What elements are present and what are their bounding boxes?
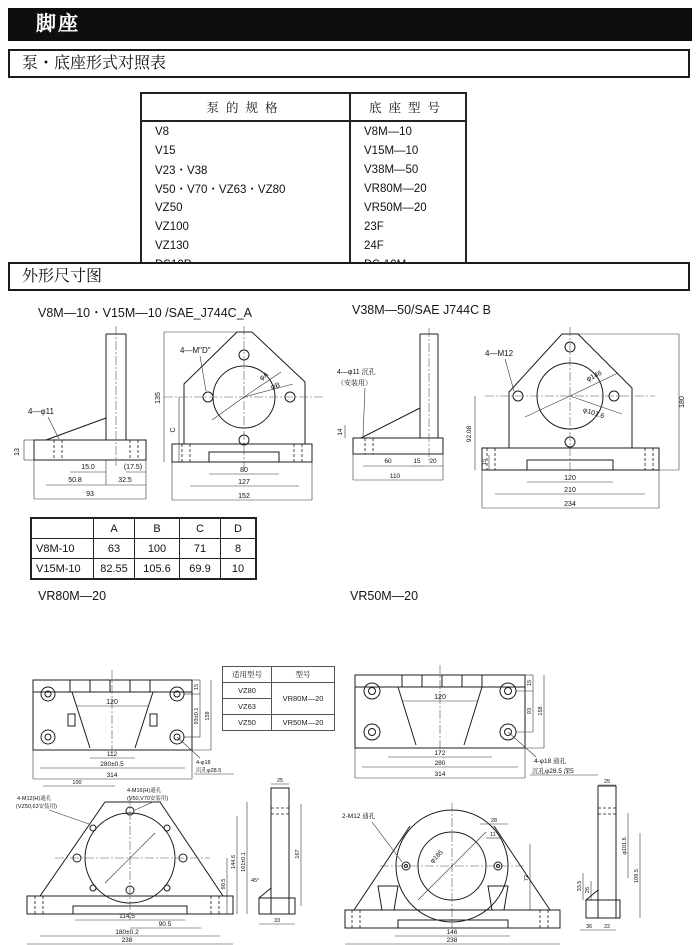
hole-callout: 4—φ11 bbox=[28, 407, 54, 416]
drawing-label-v8m: V8M—10・V15M—10 /SAE_J744C_A bbox=[38, 306, 252, 320]
pump-cell: VZ63 bbox=[223, 699, 272, 715]
pump-base-table bbox=[140, 92, 467, 276]
dim-label: 93 bbox=[86, 491, 94, 498]
hole-callout: 2-M12 通孔 bbox=[342, 813, 376, 820]
dim-label: 14 bbox=[337, 428, 344, 436]
dim-label: 180±0.2 bbox=[115, 929, 139, 936]
pump-cell: VZ130 bbox=[141, 236, 350, 255]
dim-label: 33 bbox=[273, 918, 281, 924]
col-applicable-model: 适用型号 bbox=[223, 667, 272, 683]
dim-label: 120 bbox=[434, 694, 446, 701]
dim-label: 90.5 bbox=[158, 921, 172, 928]
table-row bbox=[31, 539, 256, 559]
base-cell: V38M—50 bbox=[364, 163, 419, 176]
table-row bbox=[141, 198, 466, 217]
value-cell: 82.55 bbox=[94, 559, 135, 580]
dim-label: 234 bbox=[564, 501, 576, 508]
dim-label: 144.6 bbox=[231, 855, 237, 869]
table-row bbox=[141, 217, 466, 236]
dim-label: 72 bbox=[524, 874, 530, 882]
col-d: D bbox=[221, 518, 257, 539]
drawing-label-vr80m: VR80M—20 bbox=[38, 589, 107, 603]
dim-label: 20 bbox=[429, 458, 437, 465]
dim-label: 180 bbox=[679, 396, 686, 408]
dim-label: 114.5 bbox=[119, 913, 135, 920]
dim-label: 33.5 bbox=[577, 880, 583, 892]
dim-label: 25 bbox=[603, 779, 611, 785]
dim-label: 32.5 bbox=[118, 477, 132, 484]
base-cell: VR80M—20 bbox=[364, 182, 427, 195]
hole-callout: 沉孔φ28.5 bbox=[196, 768, 222, 774]
dim-label: 60 bbox=[384, 458, 392, 465]
pump-cell: VZ80 bbox=[223, 683, 272, 699]
dim-label: φ185 bbox=[429, 849, 445, 865]
dim-label: 112 bbox=[106, 751, 118, 758]
model-cell: V8M-10 bbox=[31, 539, 94, 559]
dim-label: 92.08 bbox=[466, 425, 473, 443]
hole-callout: 沉孔φ28.5 深5 bbox=[532, 768, 574, 775]
dim-label: 120 bbox=[564, 475, 576, 482]
dim-label: φ101.6 bbox=[581, 406, 606, 421]
col-pump-spec: 泵的规格 bbox=[141, 93, 350, 121]
bolt-callout: 4—M12 bbox=[485, 349, 514, 358]
dim-label: φB bbox=[270, 381, 281, 392]
table-row bbox=[141, 179, 466, 198]
pump-cell: V50・V70・VZ63・VZ80 bbox=[141, 179, 350, 198]
hole-callout: （安装用） bbox=[337, 380, 372, 387]
value-cell: 100 bbox=[135, 539, 180, 559]
table-header-row bbox=[31, 518, 256, 539]
dim-label: 238 bbox=[446, 937, 458, 944]
pump-cell: V8 bbox=[141, 121, 350, 141]
applicable-model-table bbox=[222, 666, 335, 731]
dim-label: 15.0 bbox=[81, 464, 95, 471]
dim-label: φ101.6 bbox=[622, 837, 628, 855]
base-cell: VR50M—20 bbox=[364, 201, 427, 214]
vr80m-top-view-drawing bbox=[20, 658, 235, 790]
dim-label: 36 bbox=[585, 924, 593, 930]
pump-cell: VZ50 bbox=[223, 715, 272, 731]
dim-label: 13 bbox=[14, 448, 21, 456]
table-row bbox=[223, 683, 335, 699]
vr80m-front-view-drawing bbox=[15, 778, 315, 945]
base-cell: V8M—10 bbox=[364, 125, 412, 138]
dim-label: (17.5) bbox=[123, 464, 143, 471]
vr50m-front-view-drawing bbox=[340, 778, 670, 945]
dim-label: 161±0.1 bbox=[241, 852, 247, 872]
dim-label: 26 bbox=[585, 886, 591, 894]
value-cell: 8 bbox=[221, 539, 257, 559]
dim-label: 11 bbox=[490, 832, 496, 838]
v8m-front-view bbox=[155, 326, 324, 500]
table-row bbox=[141, 160, 466, 179]
table-row bbox=[141, 121, 466, 141]
dim-label: 15 bbox=[527, 679, 533, 687]
dim-label: 152 bbox=[238, 493, 250, 500]
base-cell: V15M—10 bbox=[364, 144, 419, 157]
blank-cell bbox=[31, 518, 94, 539]
bolt-callout: 4—M"D" bbox=[180, 346, 211, 355]
dim-label: 167 bbox=[295, 849, 301, 859]
dim-label: C bbox=[170, 427, 177, 433]
drawing-label-v38m: V38M—50/SAE J744C B bbox=[352, 303, 491, 317]
hole-callout: 4-M12(H)通孔 bbox=[17, 796, 52, 802]
value-cell: 71 bbox=[180, 539, 221, 559]
dim-label: φA bbox=[258, 371, 270, 383]
v38m-front-view bbox=[466, 327, 686, 508]
pump-cell: VZ50 bbox=[141, 198, 350, 217]
hole-callout: 4-φ18 通孔 bbox=[534, 758, 567, 765]
drawing-label-vr50m: VR50M—20 bbox=[350, 589, 419, 603]
col-b: B bbox=[135, 518, 180, 539]
dim-label: 15 bbox=[194, 683, 200, 691]
col-base-model: 底座型号 bbox=[350, 93, 466, 121]
dim-label: 110 bbox=[389, 473, 401, 480]
vr50m-top-view-drawing bbox=[340, 653, 660, 790]
dim-label: 159 bbox=[205, 711, 211, 721]
dim-label: 172 bbox=[434, 750, 446, 757]
dim-label: 28 bbox=[490, 818, 498, 824]
dim-label: 15 bbox=[482, 458, 488, 466]
v38m-dimension-drawing bbox=[335, 322, 695, 517]
base-cell: VR80M—20 bbox=[272, 683, 335, 715]
pump-cell: VZ100 bbox=[141, 217, 350, 236]
value-cell: 10 bbox=[221, 559, 257, 580]
dim-label: 22 bbox=[603, 924, 611, 930]
col-c: C bbox=[180, 518, 221, 539]
table-row bbox=[141, 236, 466, 255]
dim-label: 50.8 bbox=[68, 477, 82, 484]
dim-label: 210 bbox=[564, 487, 576, 494]
v8m-side-view bbox=[14, 326, 146, 499]
pump-cell: V15 bbox=[141, 141, 350, 160]
dim-label: 135 bbox=[155, 392, 162, 404]
value-cell: 63 bbox=[94, 539, 135, 559]
vr80m-side-view bbox=[251, 778, 301, 924]
value-cell: 105.6 bbox=[135, 559, 180, 580]
model-cell: V15M-10 bbox=[31, 559, 94, 580]
page-title: 脚座 bbox=[8, 8, 692, 41]
col-base-model: 型号 bbox=[272, 667, 335, 683]
hole-callout: (V50,V70安装用) bbox=[127, 796, 169, 802]
section-header-compare: 泵・底座形式对照表 bbox=[8, 49, 690, 78]
dim-label: 120 bbox=[106, 699, 118, 706]
dim-label: 90.5 bbox=[221, 878, 227, 890]
dim-label: 280±0.5 bbox=[100, 761, 124, 768]
hole-callout: 4-M16(H)通孔 bbox=[127, 788, 162, 794]
dim-label: 15 bbox=[413, 458, 421, 465]
hole-callout: 4-φ18 bbox=[196, 760, 211, 766]
base-cell: 24F bbox=[364, 239, 384, 252]
dim-label: 93 bbox=[527, 707, 533, 715]
dim-label: 280 bbox=[434, 760, 446, 767]
hole-callout: 4—φ11 沉孔 bbox=[337, 369, 376, 376]
table-row bbox=[141, 141, 466, 160]
dim-label: 146 bbox=[446, 929, 458, 936]
dim-label: 314 bbox=[434, 771, 446, 778]
dim-label: 109.5 bbox=[634, 869, 640, 883]
dim-label: 238 bbox=[121, 937, 133, 944]
table-header-row bbox=[223, 667, 335, 683]
dim-label: 93±0.1 bbox=[194, 707, 200, 725]
table-header-row bbox=[141, 93, 466, 121]
value-cell: 69.9 bbox=[180, 559, 221, 580]
table-row bbox=[223, 715, 335, 731]
table-row bbox=[31, 559, 256, 580]
base-cell: VR50M—20 bbox=[272, 715, 335, 731]
base-cell: 23F bbox=[364, 220, 384, 233]
dim-label: φ146 bbox=[585, 369, 604, 384]
dim-label: 25 bbox=[276, 778, 284, 784]
pump-cell: V23・V38 bbox=[141, 160, 350, 179]
vr50m-side-view bbox=[577, 779, 640, 930]
dim-label: 100 bbox=[72, 780, 82, 786]
dim-label: 80 bbox=[240, 467, 248, 474]
hole-callout: (VZ50,63安装用) bbox=[16, 804, 57, 810]
section-header-dimensions: 外形尺寸图 bbox=[8, 262, 690, 291]
dim-label: 127 bbox=[238, 479, 250, 486]
abcd-dimension-table bbox=[30, 517, 257, 580]
v38m-side-view bbox=[337, 328, 443, 480]
dim-label: 314 bbox=[106, 772, 118, 779]
dim-label: 45° bbox=[251, 878, 260, 884]
v8m-dimension-drawing bbox=[12, 322, 337, 512]
dim-label: 158 bbox=[538, 706, 544, 716]
col-a: A bbox=[94, 518, 135, 539]
